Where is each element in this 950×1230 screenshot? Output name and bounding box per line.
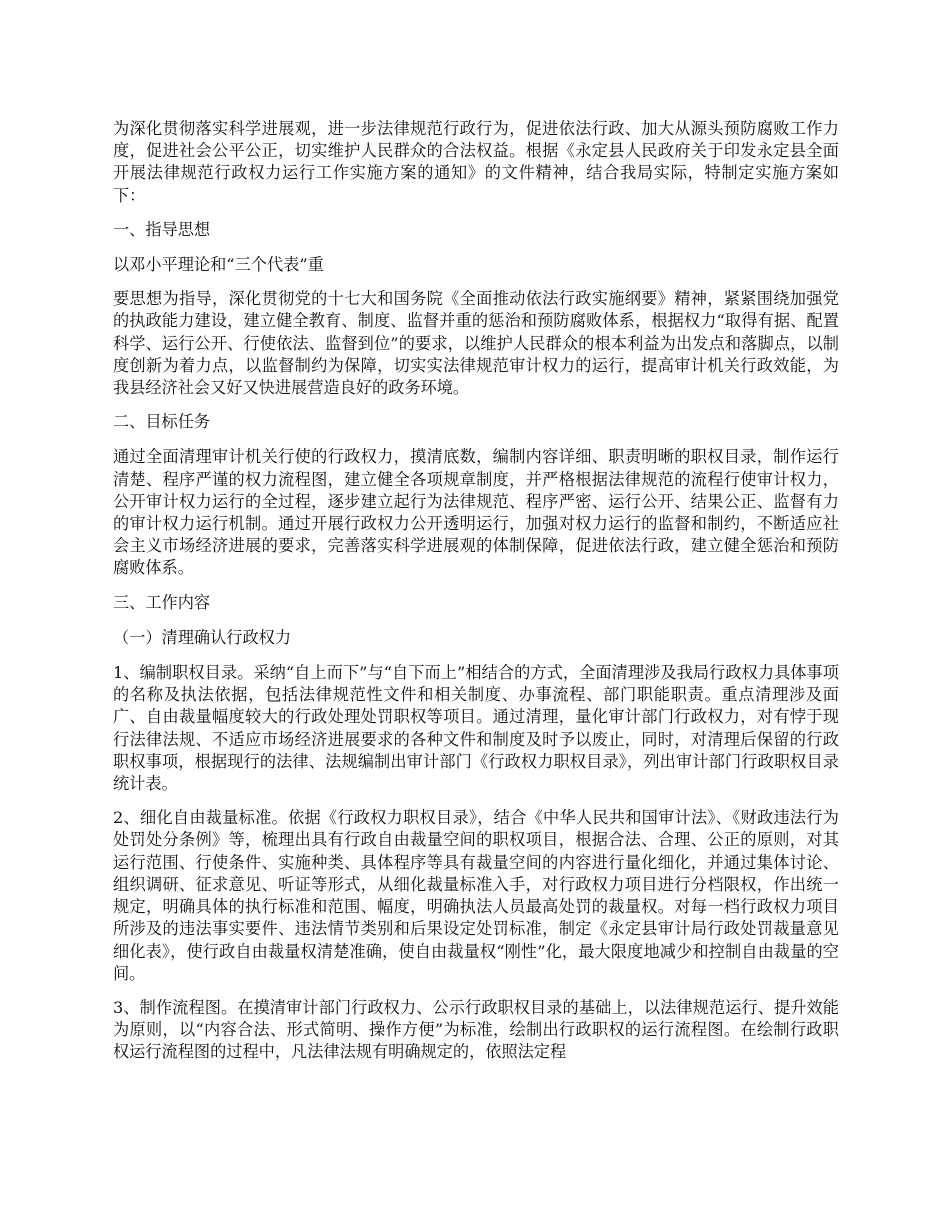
item-2-paragraph: 2、细化自由裁量标准。依据《行政权力职权目录》，结合《中华人民共和国审计法》、《财政违法行为处罚处分条例》等，梳理出具有行政自由裁量空间的职权项目，根据合法、合理、公正的原则，对其运行范围、行使条件、实施种类、具体程序等具有裁量空间的内容进行量化细化，并通过集体讨论、组织调研、征求意见、听证等形式，从细化裁量标准入手，对行政权力项目进行分档限权，作出统一规定，明确具体的执行标准和范围、幅度，明确执法人员最高处罚的裁量权。对每一档行政权力项目所涉及的违法事实要件、违法情节类别和后果设定处罚标准，制定《永定县审计局行政处罚裁量意见细化表》，使行政自由裁量权清楚准确，使自由裁量权“刚性”化，最大限度地减少和控制自由裁量的空间。: [113, 808, 839, 983]
item-3-paragraph: 3、制作流程图。在摸清审计部门行政权力、公示行政职权目录的基础上，以法律规范运行、提升效能为原则，以“内容合法、形式简明、操作方便”为标准，绘制出行政职权的运行流程图。在绘制行政职权运行流程图的过程中，凡法律法规有明确规定的，依照法定程: [113, 997, 839, 1062]
intro-paragraph: 为深化贯彻落实科学进展观，进一步法律规范行政行为，促进依法行政、加大从源头预防腐败工作力度，促进社会公平公正，切实维护人民群众的合法权益。根据《永定县人民政府关于印发永定县全面开展法律规范行政权力运行工作实施方案的通知》的文件精神，结合我局实际，特制定实施方案如下：: [113, 119, 839, 205]
item-1-paragraph: 1、编制职权目录。采纳“自上而下”与“自下而上”相结合的方式，全面清理涉及我局行政权力具体事项的名称及执法依据，包括法律规范性文件和相关制度、办事流程、部门职能职责。重点清理涉及面广、自由裁量幅度较大的行政处理处罚职权等项目。通过清理，量化审计部门行政权力，对有悖于现行法律法规、不适应市场经济进展要求的各种文件和制度及时予以废止，同时，对清理后保留的行政职权事项，根据现行的法律、法规编制出审计部门《行政权力职权目录》，列出审计部门行政职权目录统计表。: [113, 663, 839, 794]
section-heading-work-content: 三、工作内容: [113, 592, 211, 612]
section-heading-guiding-ideology: 一、指导思想: [113, 219, 211, 239]
goals-paragraph: 通过全面清理审计机关行使的行政权力，摸清底数，编制内容详细、职责明晰的职权目录，制作运行清楚、程序严谨的权力流程图，建立健全各项规章制度，并严格根据法律规范的流程行使审计权力，公开审计权力运行的全过程，逐步建立起行为法律规范、程序严密、运行公开、结果公正、监督有力的审计权力运行机制。通过开展行政权力公开透明运行，加强对权力运行的监督和制约，不断适应社会主义市场经济进展的要求，完善落实科学进展观的体制保障，促进依法行政，建立健全惩治和预防腐败体系。: [113, 447, 839, 578]
document-page: [113, 118, 839, 1076]
section-heading-goals: 二、目标任务: [113, 412, 211, 432]
guiding-ideology-lead-line: 以邓小平理论和“三个代表”重: [113, 255, 324, 275]
subsection-heading-clear-powers: （一）清理确认行政权力: [113, 627, 292, 647]
guiding-ideology-paragraph: 要思想为指导，深化贯彻党的十七大和国务院《全面推动依法行政实施纲要》精神，紧紧围绕加强党的执政能力建设，建立健全教育、制度、监督并重的惩治和预防腐败体系，根据权力“取得有据、配置科学、运行公开、行使依法、监督到位”的要求，以维护人民群众的根本利益为出发点和落脚点，以制度创新为着力点，以监督制约为保障，切实实法律规范审计权力的运行，提高审计机关行政效能，为我县经济社会又好又快进展营造良好的政务环境。: [113, 289, 839, 398]
